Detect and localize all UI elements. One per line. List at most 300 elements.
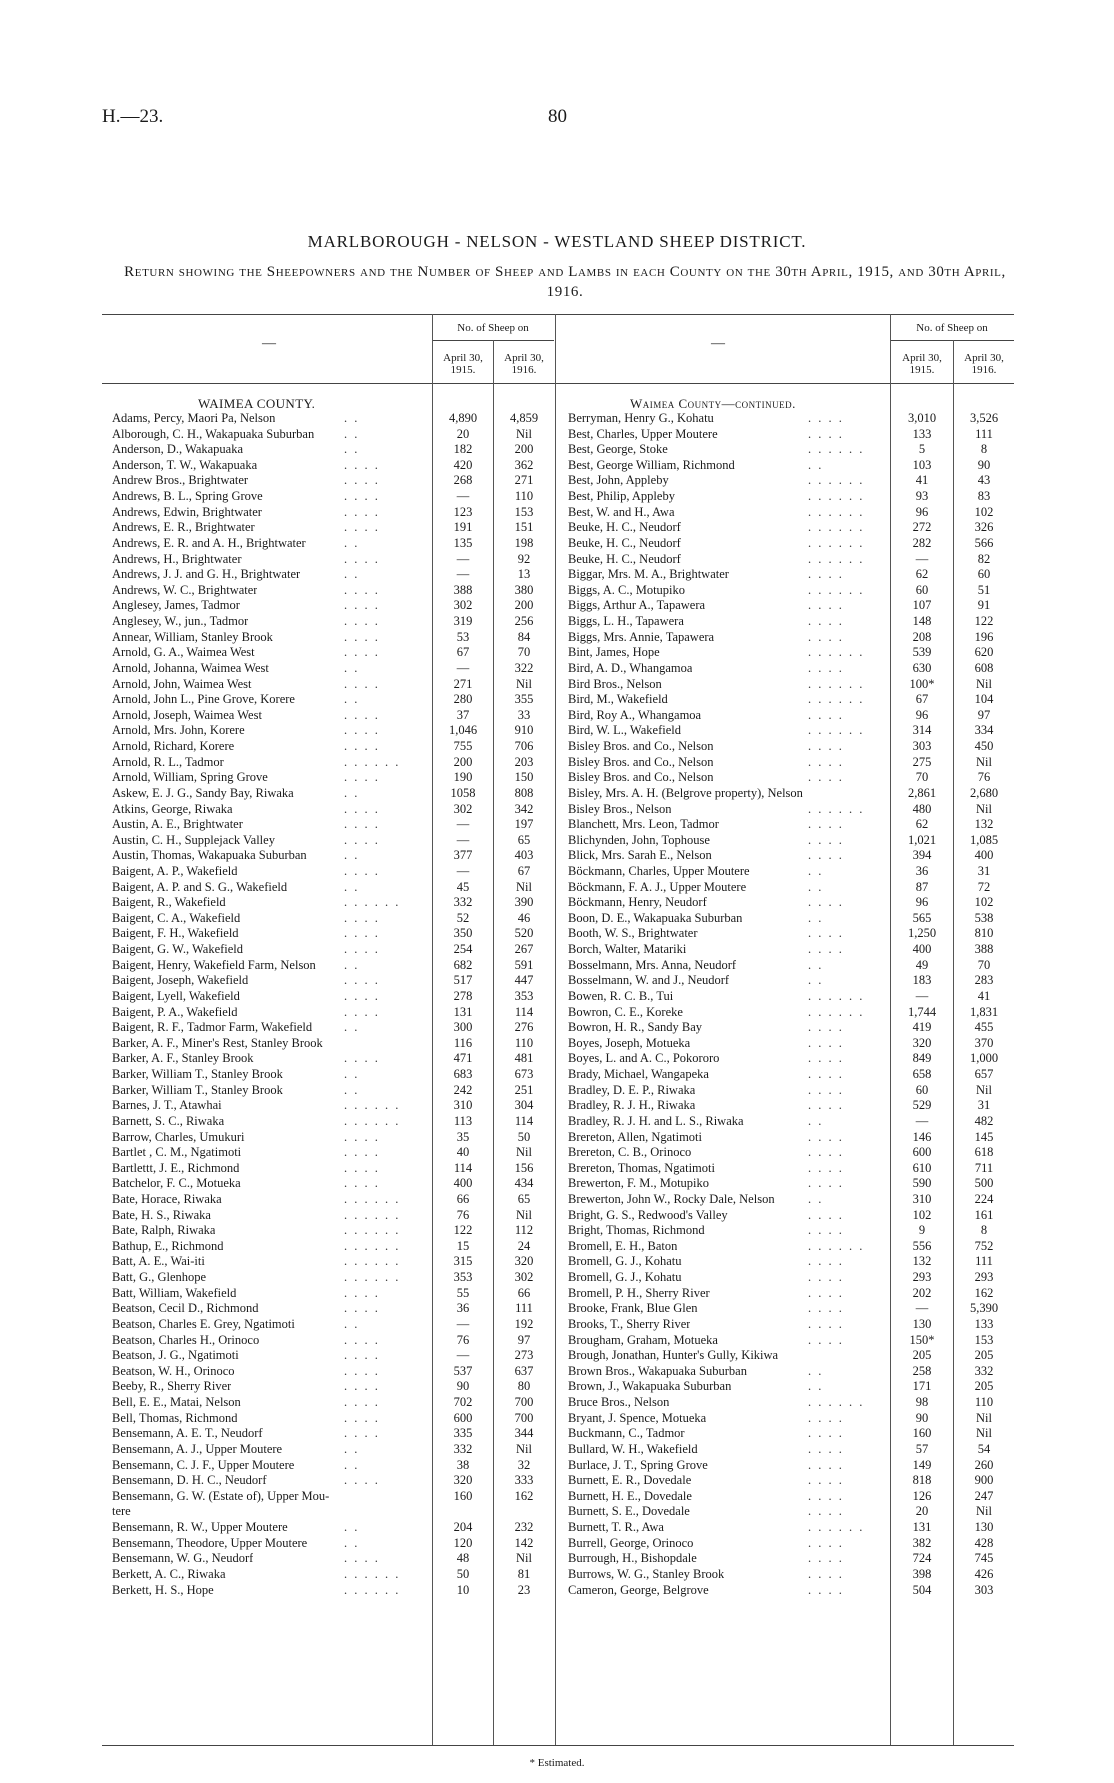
table-row xyxy=(112,1098,554,1114)
owner-name: Bowron, H. R., Sandy Bay xyxy=(568,1020,703,1035)
table-row xyxy=(112,1333,554,1349)
leader-dots: . . . . xyxy=(344,1551,380,1566)
table-row xyxy=(112,770,554,786)
sheep-count-1915: 98 xyxy=(915,1395,929,1410)
leader-dots: . . xyxy=(344,1457,360,1472)
table-row xyxy=(112,692,554,708)
leader-dots: . . xyxy=(344,535,360,550)
leader-dots: . . xyxy=(344,426,360,441)
sheep-count-1915: 10 xyxy=(456,1582,470,1597)
sheep-count-1915: 62 xyxy=(915,567,929,582)
leader-dots: . . . . xyxy=(808,1223,844,1238)
sheep-count-1915: 849 xyxy=(912,1051,932,1066)
sheep-count-1915: 400 xyxy=(453,1176,473,1191)
leader-dots: . . . . xyxy=(808,1129,844,1144)
sheep-count-1915: 133 xyxy=(912,426,932,441)
sheep-count-1915: 556 xyxy=(912,1238,932,1253)
table-row xyxy=(112,958,554,974)
table-row xyxy=(112,926,554,942)
sheep-count-1916: 91 xyxy=(977,598,991,613)
sheep-count-1916: 197 xyxy=(514,817,534,832)
table-row xyxy=(112,1301,554,1317)
owner-name: Bell, Thomas, Richmond xyxy=(112,1410,238,1425)
leader-dots: . . . . . . xyxy=(344,1207,401,1222)
leader-dots: . . . . xyxy=(344,614,380,629)
leader-dots: . . . . xyxy=(808,1051,844,1066)
table-row xyxy=(112,1239,554,1255)
sheep-count-1916: 620 xyxy=(974,645,994,660)
sheep-count-1916: 130 xyxy=(974,1520,994,1535)
leader-dots: . . . . xyxy=(808,707,844,722)
table-row xyxy=(112,911,554,927)
sheep-count-1915: 293 xyxy=(912,1270,932,1285)
owner-name: Berkett, H. S., Hope xyxy=(112,1582,214,1597)
owner-name: Bisley Bros., Nelson xyxy=(568,801,672,816)
table-row xyxy=(568,739,1014,755)
owner-name: Bensemann, C. J. F., Upper Moutere xyxy=(112,1457,295,1472)
sheep-count-1915: 100* xyxy=(909,676,935,691)
table-row xyxy=(568,708,1014,724)
table-row xyxy=(568,1442,1014,1458)
document-subtitle: Return showing the Sheepowners and the Number of Sheep and Lambs in each County on the 30th April, 1915, and 30th April, 1916. xyxy=(124,264,1006,300)
owner-name: Bisley, Mrs. A. H. (Belgrove property), Nelson xyxy=(568,785,803,800)
owner-name: Andrews, E. R. and A. H., Brightwater xyxy=(112,535,306,550)
leader-dots: . . . . xyxy=(808,1082,844,1097)
leader-dots: . . . . xyxy=(808,1207,844,1222)
sheep-count-1916: 700 xyxy=(514,1395,534,1410)
sheep-count-1916: 4,859 xyxy=(509,411,539,425)
sheep-count-1915: 724 xyxy=(912,1551,932,1566)
center-divider xyxy=(555,314,556,1745)
sheep-count-1915: 1,744 xyxy=(907,1004,937,1019)
sheep-count-1916: 482 xyxy=(974,1113,994,1128)
sheep-count-1916: 700 xyxy=(514,1410,534,1425)
sheep-count-1915: 103 xyxy=(912,457,932,472)
table-row xyxy=(112,739,554,755)
owner-name: Biggs, A. C., Motupiko xyxy=(568,582,686,597)
left-name-header: — xyxy=(262,336,276,351)
sheep-count-1916: 1,085 xyxy=(969,832,999,847)
leader-dots: . . xyxy=(344,1020,360,1035)
table-row xyxy=(112,817,554,833)
sheep-count-1916: 344 xyxy=(514,1426,534,1441)
leader-dots: . . . . xyxy=(808,1098,844,1113)
owner-name: Baigent, C. A., Wakefield xyxy=(112,910,241,925)
sheep-count-1915: 420 xyxy=(453,457,473,472)
owner-name: Best, Philip, Appleby xyxy=(568,489,675,504)
table-row xyxy=(112,1379,554,1395)
sheep-count-1916: 114 xyxy=(514,1004,534,1019)
sheep-count-1915: 150* xyxy=(909,1332,935,1347)
sheep-count-1916: Nil xyxy=(976,1082,992,1097)
sheep-count-1915: 314 xyxy=(912,723,932,738)
leader-dots: . . xyxy=(808,957,824,972)
table-row xyxy=(112,1520,554,1536)
sheep-count-1916: 200 xyxy=(514,442,534,457)
leader-dots: . . xyxy=(808,973,824,988)
owner-name: Batt, A. E., Wai-iti xyxy=(112,1254,205,1269)
sheep-count-1916: 102 xyxy=(974,504,994,519)
owner-name: Bisley Bros. and Co., Nelson xyxy=(568,754,714,769)
owner-name: Baigent, G. W., Wakefield xyxy=(112,942,244,957)
sheep-count-1916: 65 xyxy=(517,832,531,847)
leader-dots: . . . . xyxy=(344,1363,380,1378)
table-row xyxy=(568,1223,1014,1239)
sheep-count-1916: 111 xyxy=(975,426,993,441)
owner-name: Bensemann, A. J., Upper Moutere xyxy=(112,1441,283,1456)
leader-dots: . . . . xyxy=(808,1254,844,1269)
table-row xyxy=(568,989,1014,1005)
page-ref: H.—23. xyxy=(102,106,164,127)
owner-name: Bate, H. S., Riwaka xyxy=(112,1207,211,1222)
leader-dots: . . . . xyxy=(344,723,380,738)
sheep-count-1915: 120 xyxy=(453,1535,473,1550)
sheep-count-1915: 382 xyxy=(912,1535,932,1550)
leader-dots: . . . . xyxy=(344,739,380,754)
owner-name: Burrows, W. G., Stanley Brook xyxy=(568,1566,725,1581)
sheep-count-1916: 322 xyxy=(514,660,534,675)
right-name-header: — xyxy=(711,336,725,351)
table-row xyxy=(568,817,1014,833)
owner-name: Böckmann, Henry, Neudorf xyxy=(568,895,707,910)
owner-name: Bird, A. D., Whangamoa xyxy=(568,660,693,675)
table-row xyxy=(112,802,554,818)
table-row xyxy=(112,723,554,739)
sheep-count-1916: 33 xyxy=(517,707,531,722)
owner-name: Brereton, C. B., Orinoco xyxy=(568,1145,692,1160)
owner-name: Arnold, John, Waimea West xyxy=(112,676,252,691)
owner-name: Beatson, J. G., Ngatimoti xyxy=(112,1348,239,1363)
sheep-count-1916: 122 xyxy=(974,614,994,629)
leader-dots: . . xyxy=(344,660,360,675)
sheep-count-1916: 302 xyxy=(514,1270,534,1285)
table-row xyxy=(568,880,1014,896)
owner-name: Barrow, Charles, Umukuri xyxy=(112,1129,245,1144)
sheep-count-1915: 130 xyxy=(912,1316,932,1331)
leader-dots: . . . . xyxy=(344,645,380,660)
sheep-count-1916: 60 xyxy=(977,567,991,582)
leader-dots: . . . . xyxy=(808,1176,844,1191)
owner-name: Blick, Mrs. Sarah E., Nelson xyxy=(568,848,712,863)
leader-dots: . . xyxy=(344,1082,360,1097)
table-row xyxy=(568,583,1014,599)
owner-name: Böckmann, F. A. J., Upper Moutere xyxy=(568,879,747,894)
sheep-count-1916: 657 xyxy=(974,1067,994,1082)
owner-name: Arnold, Richard, Korere xyxy=(112,739,235,754)
sheep-count-1915: 600 xyxy=(453,1410,473,1425)
leader-dots: . . . . xyxy=(808,754,844,769)
leader-dots: . . . . xyxy=(344,1145,380,1160)
table-row xyxy=(112,536,554,552)
table-row xyxy=(112,1161,554,1177)
table-row xyxy=(568,1583,1014,1599)
document-title: MARLBOROUGH - NELSON - WESTLAND SHEEP DISTRICT. xyxy=(307,232,807,251)
sheep-count-1915: 272 xyxy=(912,520,932,535)
owner-name: Bate, Ralph, Riwaka xyxy=(112,1223,216,1238)
leader-dots: . . . . . . xyxy=(808,442,865,457)
table-row xyxy=(112,848,554,864)
owner-name: Andrews, Edwin, Brightwater xyxy=(112,504,262,519)
owner-name: Baigent, P. A., Wakefield xyxy=(112,1004,238,1019)
owner-name: Bensemann, D. H. C., Neudorf xyxy=(112,1473,267,1488)
leader-dots: . . . . xyxy=(344,1160,380,1175)
leader-dots: . . xyxy=(344,1520,360,1535)
sheep-count-1916: 198 xyxy=(514,535,534,550)
leader-dots: . . . . xyxy=(344,988,380,1003)
sheep-count-1915: 122 xyxy=(453,1223,473,1238)
table-row xyxy=(112,1036,554,1052)
sheep-count-1916: 67 xyxy=(517,863,531,878)
sheep-count-1916: 145 xyxy=(974,1129,994,1144)
sheep-count-1915: 400 xyxy=(912,942,932,957)
leader-dots: . . . . xyxy=(808,1566,844,1581)
sheep-count-1916: 618 xyxy=(974,1145,994,1160)
leader-dots: . . . . xyxy=(344,926,380,941)
leader-dots: . . . . xyxy=(344,520,380,535)
sheep-count-1915: 53 xyxy=(456,629,470,644)
owner-name: tere xyxy=(112,1504,131,1519)
table-row xyxy=(112,1583,554,1599)
sheep-count-1916: Nil xyxy=(516,879,532,894)
owner-name: Cameron, George, Belgrove xyxy=(568,1582,709,1597)
leader-dots: . . . . xyxy=(344,1473,380,1488)
sheep-count-1916: 353 xyxy=(514,988,534,1003)
table-row xyxy=(568,1567,1014,1583)
leader-dots: . . . . . . xyxy=(344,1192,401,1206)
sheep-count-1915: 148 xyxy=(912,614,932,629)
sheep-count-1915: 315 xyxy=(453,1254,473,1269)
table-row xyxy=(568,1161,1014,1177)
sheep-count-1915: 1,046 xyxy=(448,723,478,738)
table-row xyxy=(568,864,1014,880)
leader-dots: . . . . xyxy=(808,1488,844,1503)
sheep-count-1915: 131 xyxy=(912,1520,932,1535)
table-row xyxy=(112,645,554,661)
page-number: 80 xyxy=(548,106,567,127)
sheep-count-1915: 1058 xyxy=(450,785,476,800)
owner-name: Beuke, H. C., Neudorf xyxy=(568,520,681,535)
table-row xyxy=(568,973,1014,989)
table-row xyxy=(112,552,554,568)
leader-dots: . . . . . . xyxy=(808,1004,865,1019)
leader-dots: . . . . . . xyxy=(808,535,865,550)
sheep-count-1915: 565 xyxy=(912,910,932,925)
sheep-count-1915: 398 xyxy=(912,1566,932,1581)
table-row xyxy=(568,1379,1014,1395)
table-row xyxy=(112,1270,554,1286)
sheep-count-1916: 65 xyxy=(517,1192,531,1206)
table-row xyxy=(568,1395,1014,1411)
leader-dots: . . . . xyxy=(808,1285,844,1300)
owner-name: Best, George, Stoke xyxy=(568,442,668,457)
table-row xyxy=(568,1005,1014,1021)
sheep-count-1915: 40 xyxy=(456,1145,470,1160)
sheep-count-1915: 36 xyxy=(456,1301,470,1316)
owner-name: Andrews, E. R., Brightwater xyxy=(112,520,255,535)
owner-name: Askew, E. J. G., Sandy Bay, Riwaka xyxy=(112,785,294,800)
sheep-count-1915: — xyxy=(456,567,470,582)
table-row xyxy=(568,833,1014,849)
sheep-count-1916: 447 xyxy=(514,973,534,988)
sheep-count-1916: 267 xyxy=(514,942,534,957)
sheep-count-1915: 182 xyxy=(453,442,473,457)
leader-dots: . . . . xyxy=(344,707,380,722)
leader-dots: . . xyxy=(808,879,824,894)
owner-name: Bird, M., Wakefield xyxy=(568,692,668,707)
owner-name: Bromell, G. J., Kohatu xyxy=(568,1270,682,1285)
owner-name: Biggs, L. H., Tapawera xyxy=(568,614,684,629)
leader-dots: . . . . xyxy=(808,1457,844,1472)
sheep-count-1915: 590 xyxy=(912,1176,932,1191)
owner-name: Blichynden, John, Tophouse xyxy=(568,832,710,847)
table-row xyxy=(112,1348,554,1364)
table-top-rule xyxy=(102,314,1014,315)
sheep-count-1916: 910 xyxy=(514,723,534,738)
sheep-count-1916: 810 xyxy=(974,926,994,941)
sheep-count-1915: 600 xyxy=(912,1145,932,1160)
leader-dots: . . xyxy=(808,1363,824,1378)
sheep-count-1916: 156 xyxy=(514,1160,534,1175)
leader-dots: . . . . xyxy=(808,848,844,863)
sheep-count-1916: 450 xyxy=(974,739,994,754)
sheep-count-1915: 278 xyxy=(453,988,473,1003)
sheep-count-1915: 205 xyxy=(912,1348,932,1363)
owner-name: Baigent, A. P., Wakefield xyxy=(112,863,238,878)
table-row xyxy=(112,1536,554,1552)
sheep-count-1915: 3,010 xyxy=(907,411,937,425)
leader-dots: . . xyxy=(344,1535,360,1550)
sheep-count-1916: Nil xyxy=(976,1410,992,1425)
leader-dots: . . . . . . xyxy=(808,489,865,504)
table-row xyxy=(568,1286,1014,1302)
sheep-count-1915: 36 xyxy=(915,863,929,878)
owner-name: Booth, W. S., Brightwater xyxy=(568,926,698,941)
sheep-count-1915: 350 xyxy=(453,926,473,941)
owner-name: Brougham, Graham, Motueka xyxy=(568,1332,718,1347)
table-row xyxy=(112,708,554,724)
leader-dots: . . xyxy=(344,692,360,707)
owner-name: Burlace, J. T., Spring Grove xyxy=(568,1457,708,1472)
sheep-count-1916: 97 xyxy=(517,1332,531,1347)
table-row xyxy=(112,833,554,849)
leader-dots: . . xyxy=(344,785,360,800)
table-row xyxy=(568,473,1014,489)
table-row xyxy=(568,1333,1014,1349)
sheep-count-1915: 9 xyxy=(918,1223,926,1238)
table-row xyxy=(112,1208,554,1224)
sheep-count-1915: — xyxy=(915,1301,929,1316)
sheep-count-1915: 254 xyxy=(453,942,473,957)
owner-name: Beuke, H. C., Neudorf xyxy=(568,551,681,566)
table-row xyxy=(568,1551,1014,1567)
sheep-count-1916: 332 xyxy=(974,1363,994,1378)
sheep-count-1915: 1,250 xyxy=(907,926,937,941)
table-row xyxy=(568,1504,1014,1520)
table-row xyxy=(568,802,1014,818)
table-row xyxy=(568,1317,1014,1333)
owner-name: Best, John, Appleby xyxy=(568,473,669,488)
sheep-count-1916: 23 xyxy=(517,1582,531,1597)
table-row xyxy=(112,786,554,802)
sheep-count-1915: 66 xyxy=(456,1192,470,1206)
sheep-count-1915: 67 xyxy=(456,645,470,660)
leader-dots: . . . . xyxy=(808,1301,844,1316)
sheep-count-1915: 419 xyxy=(912,1020,932,1035)
owner-name: Best, George William, Richmond xyxy=(568,457,735,472)
table-row xyxy=(568,1114,1014,1130)
leader-dots: . . . . xyxy=(344,1348,380,1363)
leader-dots: . . . . . . xyxy=(808,520,865,535)
right-group-header: No. of Sheep on xyxy=(916,322,988,334)
sheep-count-1916: 434 xyxy=(514,1176,534,1191)
leader-dots: . . . . . . xyxy=(808,692,865,707)
sheep-count-1916: 251 xyxy=(514,1082,534,1097)
sheep-count-1916: 76 xyxy=(977,770,991,785)
sheep-count-1916: 142 xyxy=(514,1535,534,1550)
leader-dots: . . . . xyxy=(808,1035,844,1050)
sheep-count-1916: 342 xyxy=(514,801,534,816)
table-row xyxy=(568,1067,1014,1083)
table-row xyxy=(568,1130,1014,1146)
leader-dots: . . . . . . xyxy=(344,1270,401,1285)
owner-name: Bathup, E., Richmond xyxy=(112,1238,224,1253)
footnote: * Estimated. xyxy=(529,1757,585,1769)
leader-dots: . . . . xyxy=(344,1410,380,1425)
owner-name: Beatson, Charles H., Orinoco xyxy=(112,1332,260,1347)
sheep-count-1916: 752 xyxy=(974,1238,994,1253)
owner-name: Bensemann, R. W., Upper Moutere xyxy=(112,1520,288,1535)
sheep-count-1916: 400 xyxy=(974,848,994,863)
sheep-count-1916: 520 xyxy=(514,926,534,941)
owner-name: Berryman, Henry G., Kohatu xyxy=(568,411,714,425)
leader-dots: . . . . xyxy=(344,473,380,488)
sheep-count-1916: 110 xyxy=(514,1035,534,1050)
owner-name: Burnett, H. E., Dovedale xyxy=(568,1488,692,1503)
table-row xyxy=(568,942,1014,958)
leader-dots: . . xyxy=(808,1113,824,1128)
owner-name: Arnold, G. A., Waimea West xyxy=(112,645,255,660)
sheep-count-1916: 80 xyxy=(517,1379,531,1394)
owner-name: Bradley, D. E. P., Riwaka xyxy=(568,1082,696,1097)
owner-name: Andrews, H., Brightwater xyxy=(112,551,242,566)
table-row xyxy=(112,989,554,1005)
leader-dots: . . xyxy=(808,457,824,472)
sheep-count-1915: 55 xyxy=(456,1285,470,1300)
sheep-count-1916: Nil xyxy=(976,1426,992,1441)
table-row xyxy=(568,411,1014,427)
sheep-count-1916: 455 xyxy=(974,1020,994,1035)
owner-name: Andrews, J. J. and G. H., Brightwater xyxy=(112,567,301,582)
leader-dots: . . . . xyxy=(808,739,844,754)
owner-name: Arnold, William, Spring Grove xyxy=(112,770,268,785)
owner-name: Anglesey, W., jun., Tadmor xyxy=(112,614,249,629)
owner-name: Borch, Walter, Matariki xyxy=(568,942,687,957)
sheep-count-1916: 72 xyxy=(977,879,991,894)
owner-name: Bromell, G. J., Kohatu xyxy=(568,1254,682,1269)
sheep-count-1916: Nil xyxy=(976,801,992,816)
sheep-count-1916: Nil xyxy=(516,1145,532,1160)
table-row xyxy=(568,692,1014,708)
right-col2-header: April 30, 1916. xyxy=(964,352,1004,376)
sheep-count-1916: 256 xyxy=(514,614,534,629)
leader-dots: . . xyxy=(344,879,360,894)
sheep-count-1916: 8 xyxy=(980,442,988,457)
owner-name: Bate, Horace, Riwaka xyxy=(112,1192,222,1206)
leader-dots: . . . . . . xyxy=(344,1254,401,1269)
sheep-count-1916: 608 xyxy=(974,660,994,675)
owner-name: Baigent, R., Wakefield xyxy=(112,895,226,910)
sheep-count-1915: 52 xyxy=(456,910,470,925)
